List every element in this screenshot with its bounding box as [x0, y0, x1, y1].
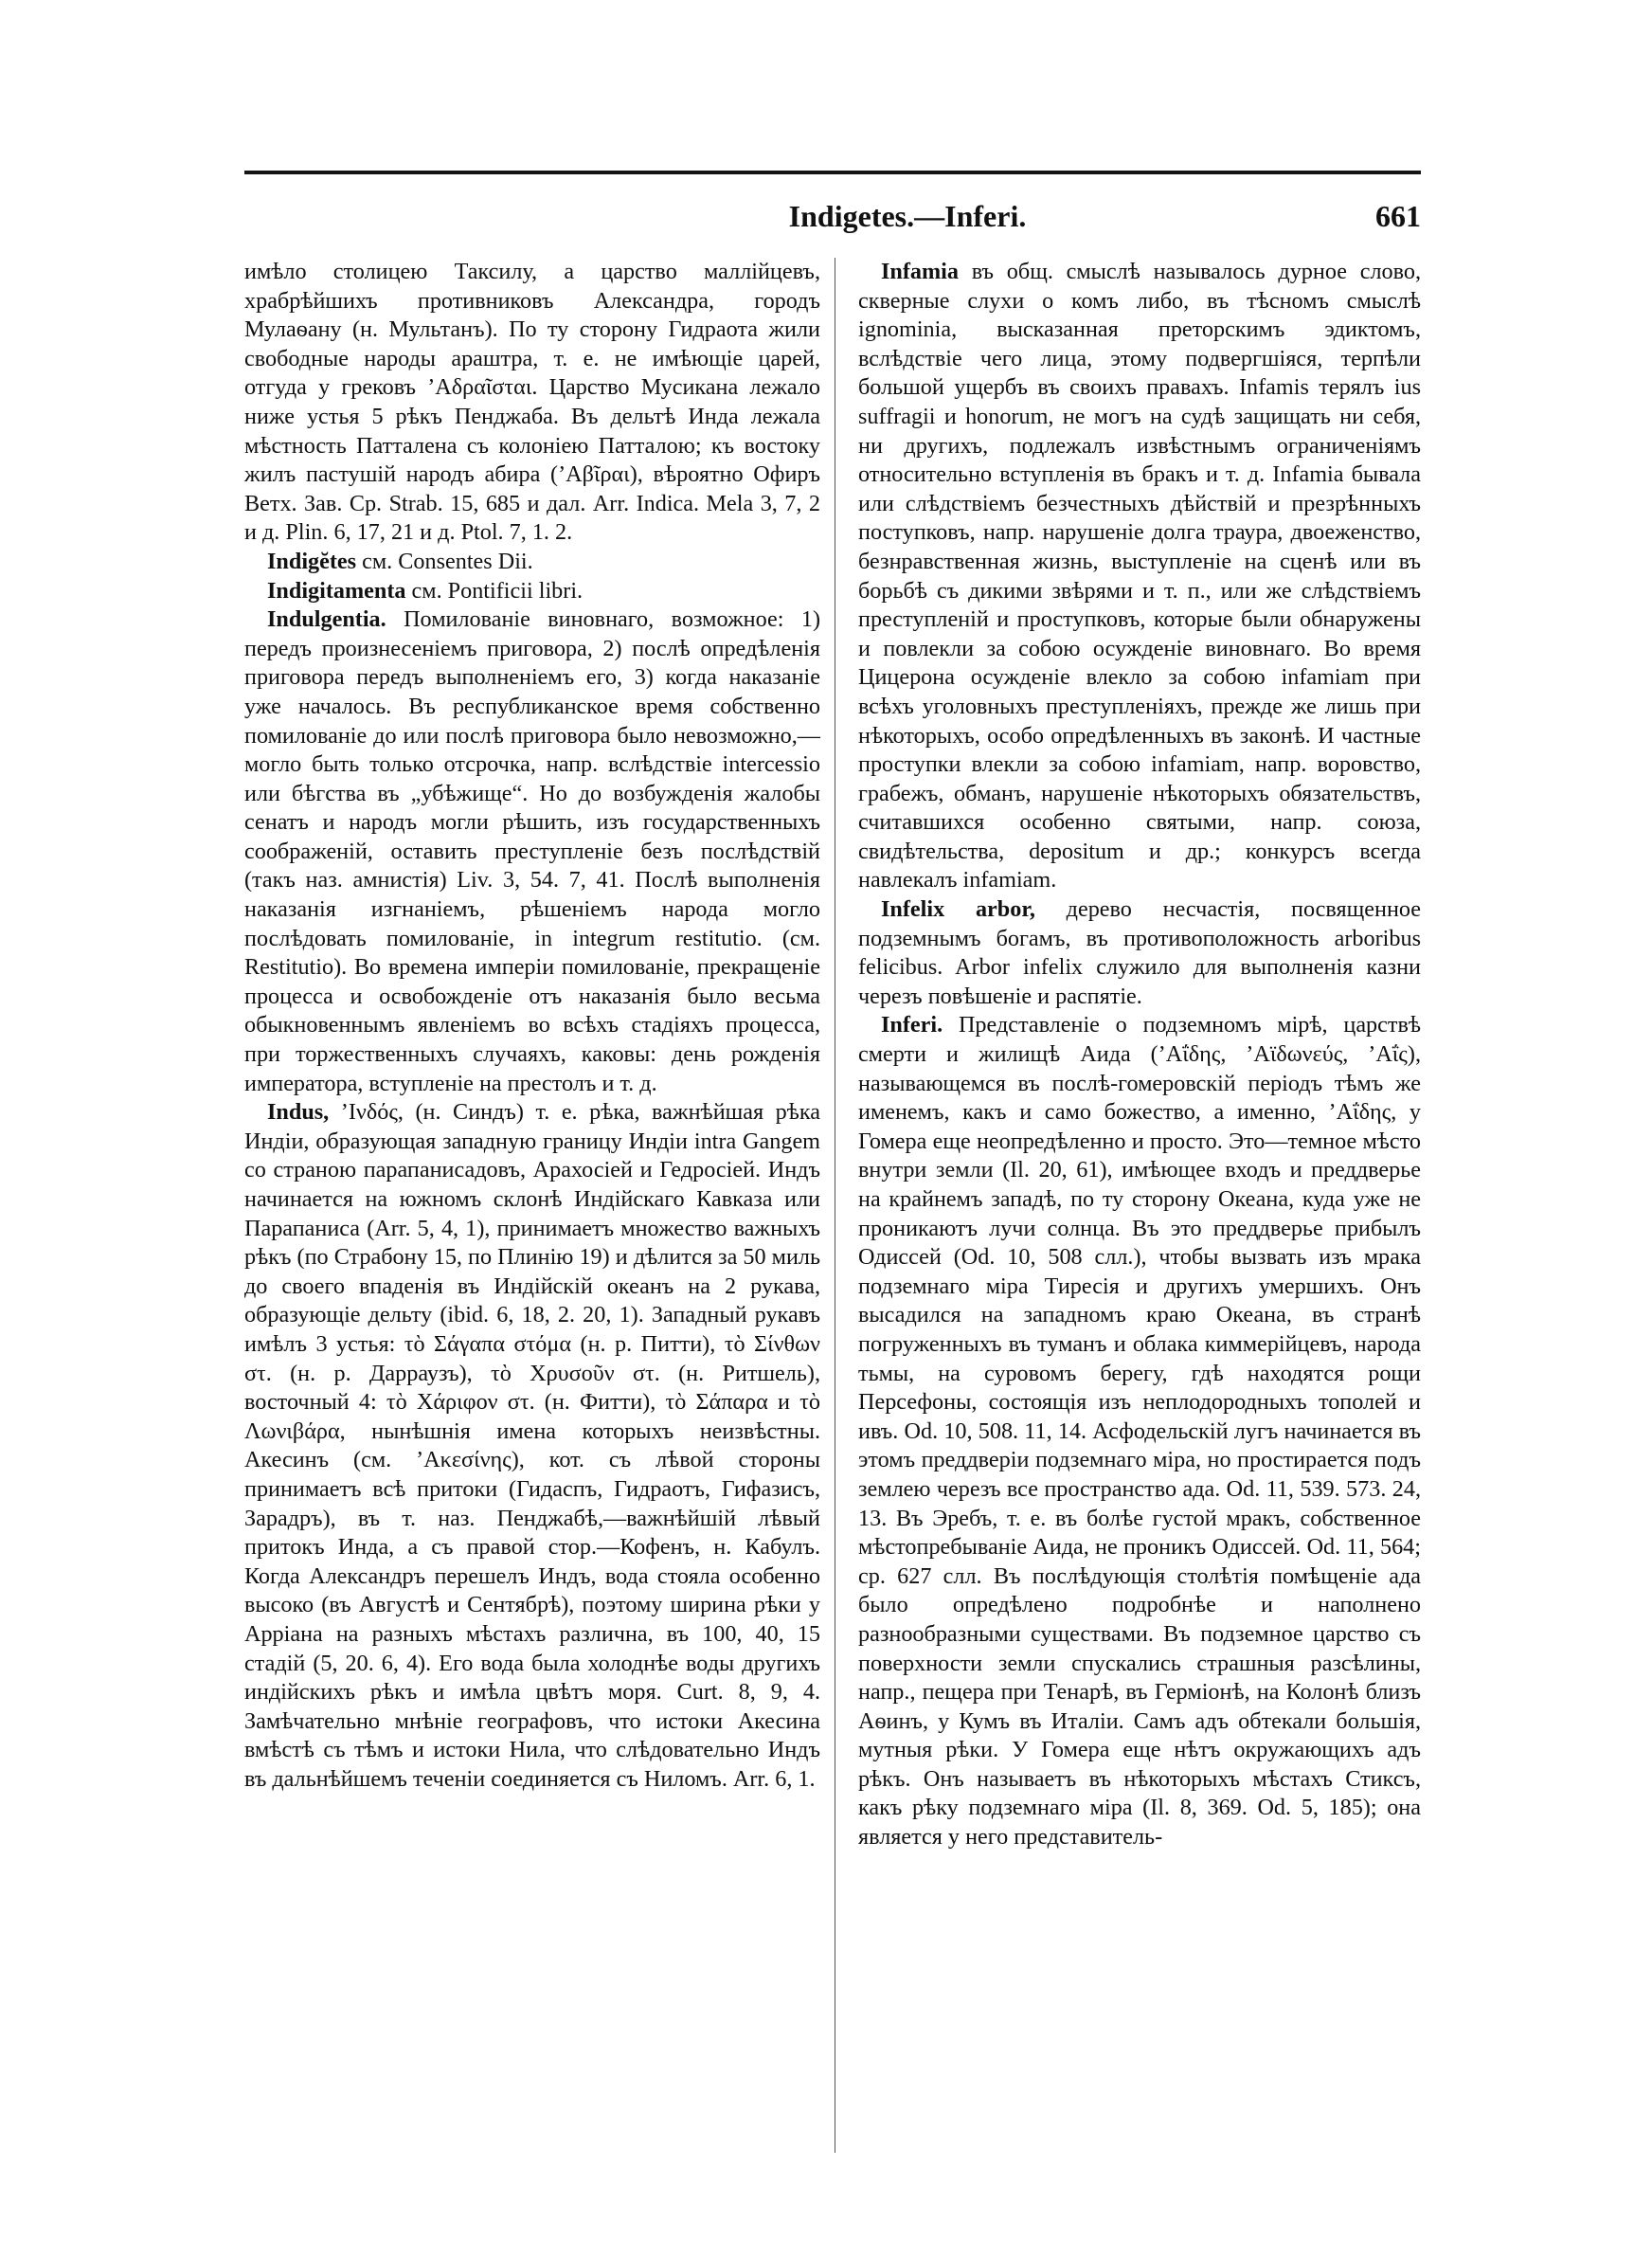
- entry: [244, 605, 820, 1098]
- entry: [858, 258, 1421, 895]
- entry-headword: Indigitamenta: [267, 577, 406, 604]
- entry-headword: Indigĕtes: [267, 548, 357, 574]
- entry: [244, 548, 820, 577]
- entry: [244, 1098, 820, 1794]
- entry-text: см. Consentes Dii.: [362, 548, 533, 574]
- entry: [244, 577, 820, 606]
- entry-text: см. Pontificii libri.: [411, 577, 584, 604]
- entry-text: въ общ. смыслѣ называлось дурное слово, скверные слухи о комъ либо, въ тѣсномъ смыслѣ ignominia, высказанная преторскимъ эдиктомъ, вслѣдствіе чего лица, этому подвергшіяся, терпѣли большой ущербъ въ своихъ правахъ. Infamis терялъ ius suffragii и honorum, не могъ на судѣ защищать ни себя, ни другихъ, подлежалъ извѣстнымъ ограниченіямъ относительно вступленія въ бракъ и т. д. Infamia бывала или слѣдствіемъ безчестныхъ дѣйствій и презрѣнныхъ поступковъ, напр. нарушеніе долга траура, двоеженство, безнравственная жизнь, выступленіе на сценѣ или въ борьбѣ съ дикими звѣрями и т. п., или же слѣдствіемъ преступленій и проступковъ, которые были обнаружены и повлекли за собою осужденіе виновнаго. Во время Цицерона осужденіе влекло за собою infamiam при всѣхъ уголовныхъ преступленіяхъ, прежде же лишь при нѣкоторыхъ, особо опредѣленныхъ въ законѣ. И частные проступки влекли за собою infamiam, напр. воровство, грабежъ, обманъ, нарушеніе нѣкоторыхъ обязательствъ, считавшихся особенно святыми, напр. союза, свидѣтельства, depositum и др.; конкурсъ всегда навлекалъ infamiam.: [858, 259, 1421, 894]
- entry-headword: Infelix arbor,: [881, 896, 1035, 923]
- page-number: 661: [1375, 199, 1421, 233]
- entry-text: дерево несчастія, посвященное подземнымъ богамъ, въ противоположность arboribus felicibus. Arbor infelix служило для выполненія казни черезъ повѣшеніе и распятіе.: [858, 896, 1422, 1009]
- top-rule-thin: [1080, 171, 1421, 172]
- running-head: Indigetes.—Inferi.: [788, 199, 1027, 233]
- entry-text: Помилованіе виновнаго, возможное: 1) передъ произнесеніемъ приговора, 2) послѣ опредѣленія приговора передъ выполненіемъ его, 3) когда наказаніе уже началось. Въ республиканское время собственно помилованіе до или послѣ приговора было невозможно,—могло быть только отсрочка, напр. вслѣдствіе intercessio или бѣгства въ „убѣжище“. Но до возбужденія жалобы сенатъ и народъ могли рѣшить, изъ государственныхъ соображеній, оставить преступленіе безъ послѣдствій (такъ наз. амнистія) Liv. 3, 54. 7, 41. Послѣ выполненія наказанія изгнаніемъ, рѣшеніемъ народа могло послѣдовать помилованіе, in integrum restitutio. (см. Restitutio). Во времена имперіи помилованіе, прекращеніе процесса и освобожденіе отъ наказанія было весьма обыкновеннымъ явленіемъ во всѣхъ стадіяхъ процесса, при торжественныхъ случаяхъ, каковы: день рожденія императора, вступленіе на престолъ и т. д.: [244, 606, 820, 1096]
- entry-text: ʼΙνδός, (н. Синдъ) т. е. рѣка, важнѣйшая рѣка Индіи, образующая западную границу Индіи intra Gangem со страною парапанисадовъ, Арахосіей и Гедросіей. Индъ начинается на южномъ склонѣ Индійскаго Кавказа или Парапаниса (Arr. 5, 4, 1), принимаетъ множество важныхъ рѣкъ (по Страбону 15, по Плинію 19) и дѣлится за 50 миль до своего впаденія въ Индійскій океанъ на 2 рукава, образующіе дельту (ibid. 6, 18, 2. 20, 1). Западный рукавъ имѣлъ 3 устья: τὸ Σάγαπα στόμα (н. р. Питти), τὸ Σίνθων στ. (н. р. Дарраузъ), τὸ Χρυσοῦν στ. (н. Ритшель), восточный 4: τὸ Χάριφον στ. (н. Фитти), τὸ Σάπαρα и τὸ Λωνιβάρα, нынѣшнія имена которыхъ неизвѣстны. Акесинъ (см. ʼΑκεσίνης), кот. съ лѣвой стороны принимаетъ всѣ притоки (Гидаспъ, Гидраотъ, Гифазисъ, Зарадръ), въ т. наз. Пенджабѣ,—важнѣйшій лѣвый притокъ Инда, а съ правой стор.—Кофенъ, н. Кабулъ. Когда Александръ перешелъ Индъ, вода стояла особенно высоко (въ Августѣ и Сентябрѣ), поэтому ширина рѣки у Арріана на разныхъ мѣстахъ различна, въ 100, 40, 15 стадій (5, 20. 6, 4). Его вода была холоднѣе воды другихъ индійскихъ рѣкъ и имѣла цвѣтъ моря. Curt. 8, 9, 4. Замѣчательно мнѣніе географовъ, что истоки Акесина вмѣстѣ съ тѣмъ и истоки Нила, что слѣдовательно Индъ въ дальнѣйшемъ теченіи соединяется съ Ниломъ. Arr. 6, 1.: [244, 1099, 821, 1792]
- entry-headword: Indulgentia.: [267, 606, 386, 633]
- left-column: [244, 258, 820, 1794]
- entry-text: имѣло столицею Таксилу, а царство маллійцевъ, храбрѣйшихъ противниковъ Александра, городъ Мулаѳану (н. Мультанъ). По ту сторону Гидраота жили свободные народы араштра, т. е. не имѣющіе царей, отгуда у грековъ ʼΑδραῖσται. Царство Мусикана лежало ниже устья 5 рѣкъ Пенджаба. Въ дельтѣ Инда лежала мѣстность Патталена съ колоніею Патталою; къ востоку жилъ пастушій народъ абира (ʼΑβῖραι), вѣроятно Офиръ Ветх. Зав. Ср. Strab. 15, 685 и дал. Arr. Indica. Mela 3, 7, 2 и д. Plin. 6, 17, 21 и д. Ptol. 7, 1. 2.: [244, 259, 820, 546]
- entry: [858, 895, 1421, 1011]
- entry-text: Представленіе о подземномъ мірѣ, царствѣ смерти и жилищѣ Аида (ʼΑΐδης, ʼΑϊδωνεύς, ʼΑΐς), называющемся въ послѣ-гомеровскій періодъ тѣмъ же именемъ, какъ и само божество, а именно, ʼΑΐδης, у Гомера еще неопредѣленно и просто. Это—темное мѣсто внутри земли (Il. 20, 61), имѣющее входъ и преддверье на крайнемъ западѣ, по ту сторону Океана, куда уже не проникаютъ лучи солнца. Въ это преддверье прибылъ Одиссей (Od. 10, 508 слл.), чтобы вызвать изъ мрака подземнаго міра Тиресія и другихъ умершихъ. Онъ высадился на западномъ краю Океана, въ странѣ погруженныхъ въ туманъ и облака киммерійцевъ, народа тьмы, на суровомъ берегу, гдѣ находятся рощи Персефоны, состоящія изъ неплодородныхъ тополей и ивъ. Od. 10, 508. 11, 14. Асфодельскій лугъ начинается въ этомъ преддверіи подземнаго міра, но простирается подъ землею черезъ все пространство ада. Od. 11, 539. 573. 24, 13. Въ Эребъ, т. е. въ болѣе густой мракъ, собственное мѣстопребываніе Аида, не проникъ Одиссей. Od. 11, 564; ср. 627 слл. Въ послѣдующія столѣтія помѣщеніе ада было опредѣлено подробнѣе и наполнено разнообразными существами. Въ подземное царство съ поверхности земли спускались страшныя разсѣлины, напр., пещера при Тенарѣ, въ Герміонѣ, на Колонѣ близъ Аѳинъ, у Кумъ въ Италіи. Самъ адъ обтекали большія, мутныя рѣки. У Гомера еще нѣтъ окружающихъ адъ рѣкъ. Онъ называетъ въ нѣкоторыхъ мѣстахъ Стиксъ, какъ рѣку подземнаго міра (Il. 8, 369. Od. 5, 185); она является у него представитель-: [858, 1012, 1422, 1851]
- right-column: [858, 258, 1421, 1852]
- entry-headword: Infamia: [881, 259, 959, 284]
- entry: [244, 258, 820, 548]
- entry: [858, 1011, 1421, 1851]
- page-header: [244, 199, 1421, 241]
- entry-headword: Indus,: [267, 1099, 330, 1126]
- entry-headword: Inferi.: [881, 1012, 943, 1038]
